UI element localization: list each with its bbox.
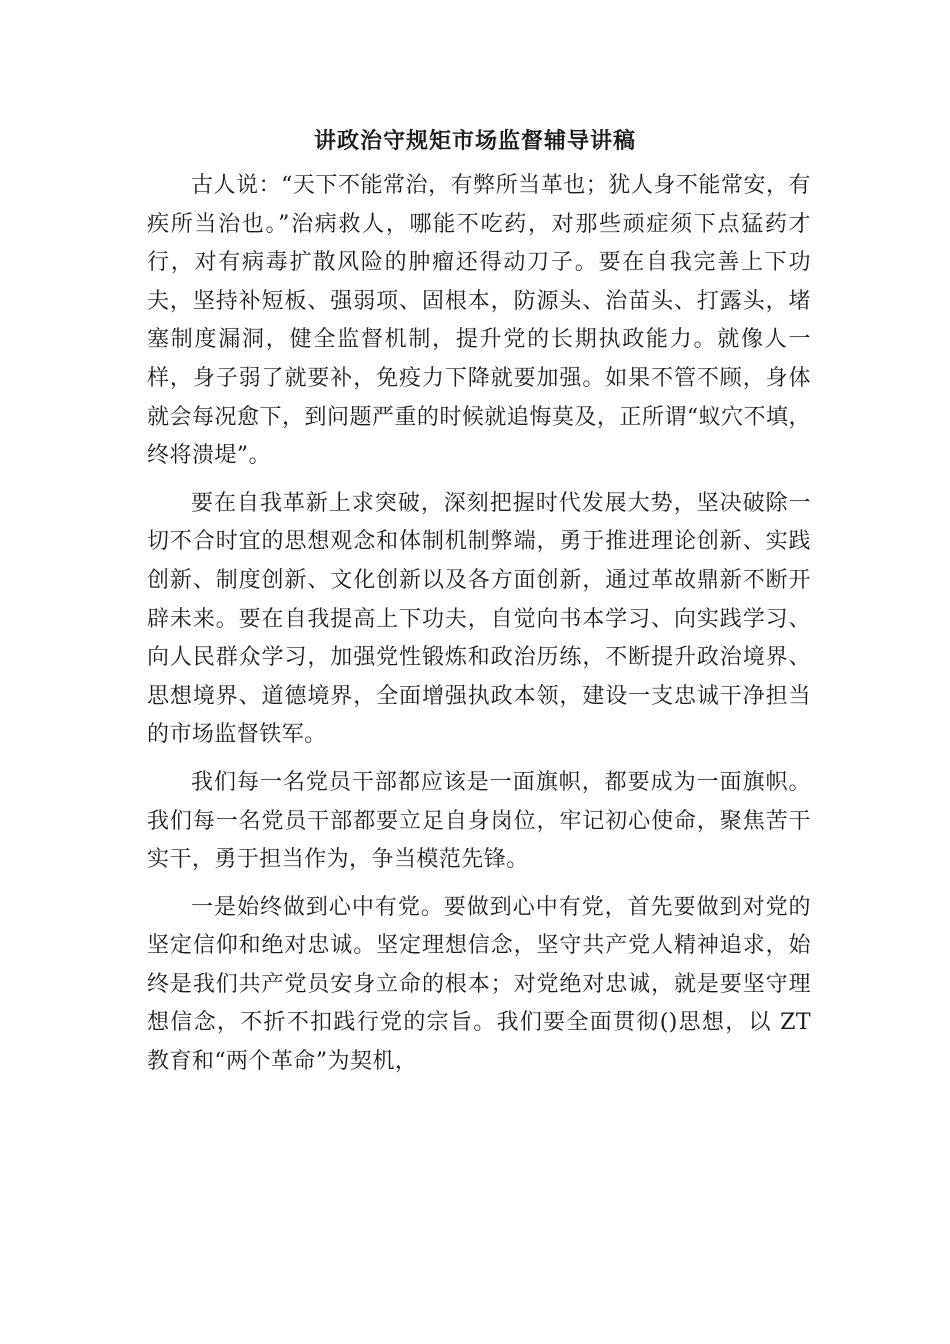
paragraph-2: 要在自我革新上求突破，深刻把握时代发展大势，坚决破除一切不合时宜的思想观念和体制机制弊端，勇于推进理论创新、实践创新、制度创新、文化创新以及各方面创新，通过革故鼎新不断开辟未来。要在自我提高上下功夫，自觉向书本学习、向实践学习、向人民群众学习，加强党性锻炼和政治历练，不断提升政治境界、思想境界、道德境界，全面增强执政本领，建设一支忠诚干净担当的市场监督铁军。 bbox=[147, 490, 811, 748]
paragraph-3: 我们每一名党员干部都应该是一面旗帜，都要成为一面旗帜。我们每一名党员干部都要立足自身岗位，牢记初心使命，聚焦苦干实干，勇于担当作为，争当模范先锋。 bbox=[147, 769, 811, 873]
document-body bbox=[147, 167, 811, 1091]
paragraph-1: 古人说：“天下不能常治，有弊所当革也；犹人身不能常安，有疾所当治也。”治病救人，哪能不吃药，对那些顽症须下点猛药才行，对有病毒扩散风险的肿瘤还得动刀子。要在自我完善上下功夫，坚持补短板、强弱项、固根本，防源头、治苗头、打露头，堵塞制度漏洞，健全监督机制，提升党的长期执政能力。就像人一样，身子弱了就要补，免疫力下降就要加强。如果不管不顾，身体就会每况愈下，到问题严重的时候就追悔莫及，正所谓“蚁穴不填，终将溃堤”。 bbox=[147, 173, 811, 469]
document-title: 讲政治守规矩市场监督辅导讲稿 bbox=[313, 128, 636, 154]
paragraph-4: 一是始终做到心中有党。要做到心中有党，首先要做到对党的坚定信仰和绝对忠诚。坚定理想信念，坚守共产党人精神追求，始终是我们共产党员安身立命的根本；对党绝对忠诚，就是要坚守理想信念，不折不扣践行党的宗旨。我们要全面贯彻()思想，以 ZT 教育和“两个革命”为契机， bbox=[147, 894, 811, 1075]
